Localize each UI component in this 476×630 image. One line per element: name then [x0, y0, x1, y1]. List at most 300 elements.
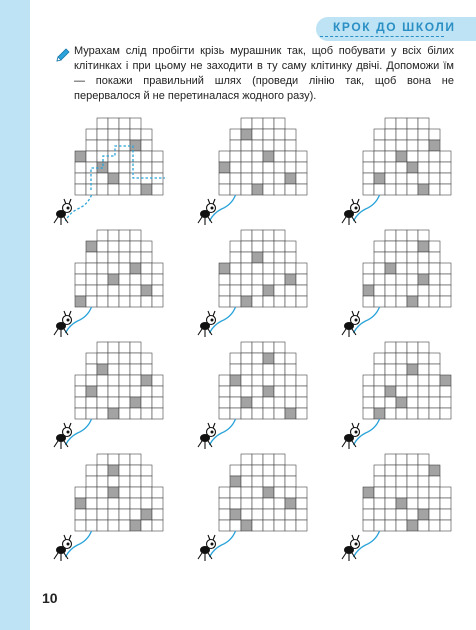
white-cell[interactable]	[152, 509, 163, 520]
white-cell[interactable]	[274, 263, 285, 274]
white-cell[interactable]	[274, 151, 285, 162]
white-cell[interactable]	[241, 241, 252, 252]
white-cell[interactable]	[363, 173, 374, 184]
white-cell[interactable]	[241, 386, 252, 397]
gray-cell[interactable]	[75, 151, 86, 162]
white-cell[interactable]	[407, 353, 418, 364]
white-cell[interactable]	[440, 487, 451, 498]
gray-cell[interactable]	[407, 296, 418, 307]
white-cell[interactable]	[141, 151, 152, 162]
white-cell[interactable]	[108, 397, 119, 408]
white-cell[interactable]	[429, 252, 440, 263]
white-cell[interactable]	[396, 520, 407, 531]
puzzle-grid[interactable]	[342, 230, 451, 337]
white-cell[interactable]	[274, 274, 285, 285]
white-cell[interactable]	[440, 285, 451, 296]
white-cell[interactable]	[230, 151, 241, 162]
white-cell[interactable]	[241, 498, 252, 509]
white-cell[interactable]	[296, 509, 307, 520]
white-cell[interactable]	[429, 263, 440, 274]
white-cell[interactable]	[374, 263, 385, 274]
white-cell[interactable]	[385, 353, 396, 364]
white-cell[interactable]	[108, 162, 119, 173]
white-cell[interactable]	[263, 241, 274, 252]
white-cell[interactable]	[274, 353, 285, 364]
white-cell[interactable]	[263, 263, 274, 274]
white-cell[interactable]	[285, 162, 296, 173]
white-cell[interactable]	[374, 353, 385, 364]
white-cell[interactable]	[252, 263, 263, 274]
white-cell[interactable]	[296, 386, 307, 397]
white-cell[interactable]	[119, 129, 130, 140]
white-cell[interactable]	[252, 129, 263, 140]
white-cell[interactable]	[97, 184, 108, 195]
white-cell[interactable]	[97, 129, 108, 140]
white-cell[interactable]	[285, 476, 296, 487]
white-cell[interactable]	[119, 465, 130, 476]
white-cell[interactable]	[274, 454, 285, 465]
white-cell[interactable]	[274, 252, 285, 263]
white-cell[interactable]	[263, 162, 274, 173]
white-cell[interactable]	[296, 520, 307, 531]
white-cell[interactable]	[230, 274, 241, 285]
white-cell[interactable]	[263, 397, 274, 408]
gray-cell[interactable]	[230, 509, 241, 520]
white-cell[interactable]	[86, 509, 97, 520]
white-cell[interactable]	[407, 252, 418, 263]
white-cell[interactable]	[141, 140, 152, 151]
white-cell[interactable]	[385, 184, 396, 195]
white-cell[interactable]	[219, 386, 230, 397]
white-cell[interactable]	[385, 342, 396, 353]
white-cell[interactable]	[363, 184, 374, 195]
white-cell[interactable]	[385, 285, 396, 296]
white-cell[interactable]	[75, 184, 86, 195]
white-cell[interactable]	[363, 274, 374, 285]
gray-cell[interactable]	[108, 408, 119, 419]
white-cell[interactable]	[119, 274, 130, 285]
gray-cell[interactable]	[285, 408, 296, 419]
white-cell[interactable]	[152, 375, 163, 386]
white-cell[interactable]	[396, 364, 407, 375]
puzzle-grid[interactable]	[54, 342, 163, 449]
white-cell[interactable]	[407, 397, 418, 408]
white-cell[interactable]	[230, 487, 241, 498]
gray-cell[interactable]	[219, 263, 230, 274]
white-cell[interactable]	[141, 364, 152, 375]
white-cell[interactable]	[152, 162, 163, 173]
white-cell[interactable]	[396, 230, 407, 241]
white-cell[interactable]	[285, 353, 296, 364]
white-cell[interactable]	[374, 274, 385, 285]
white-cell[interactable]	[396, 252, 407, 263]
white-cell[interactable]	[86, 364, 97, 375]
white-cell[interactable]	[230, 520, 241, 531]
white-cell[interactable]	[119, 353, 130, 364]
white-cell[interactable]	[97, 476, 108, 487]
white-cell[interactable]	[407, 118, 418, 129]
puzzle-grid[interactable]	[342, 454, 451, 561]
white-cell[interactable]	[274, 520, 285, 531]
puzzle-grid[interactable]	[54, 230, 163, 337]
white-cell[interactable]	[363, 151, 374, 162]
white-cell[interactable]	[263, 364, 274, 375]
white-cell[interactable]	[241, 140, 252, 151]
white-cell[interactable]	[274, 140, 285, 151]
white-cell[interactable]	[285, 296, 296, 307]
white-cell[interactable]	[119, 285, 130, 296]
white-cell[interactable]	[230, 285, 241, 296]
white-cell[interactable]	[263, 520, 274, 531]
white-cell[interactable]	[219, 509, 230, 520]
white-cell[interactable]	[86, 274, 97, 285]
white-cell[interactable]	[363, 509, 374, 520]
white-cell[interactable]	[152, 274, 163, 285]
white-cell[interactable]	[108, 230, 119, 241]
white-cell[interactable]	[385, 397, 396, 408]
white-cell[interactable]	[407, 509, 418, 520]
white-cell[interactable]	[252, 454, 263, 465]
white-cell[interactable]	[252, 520, 263, 531]
white-cell[interactable]	[274, 129, 285, 140]
white-cell[interactable]	[374, 285, 385, 296]
white-cell[interactable]	[230, 408, 241, 419]
gray-cell[interactable]	[230, 476, 241, 487]
white-cell[interactable]	[75, 285, 86, 296]
white-cell[interactable]	[241, 408, 252, 419]
white-cell[interactable]	[86, 296, 97, 307]
white-cell[interactable]	[263, 375, 274, 386]
gray-cell[interactable]	[252, 252, 263, 263]
white-cell[interactable]	[252, 173, 263, 184]
white-cell[interactable]	[219, 151, 230, 162]
white-cell[interactable]	[274, 498, 285, 509]
white-cell[interactable]	[97, 173, 108, 184]
white-cell[interactable]	[363, 263, 374, 274]
white-cell[interactable]	[296, 162, 307, 173]
white-cell[interactable]	[429, 151, 440, 162]
white-cell[interactable]	[407, 487, 418, 498]
white-cell[interactable]	[285, 487, 296, 498]
white-cell[interactable]	[130, 230, 141, 241]
white-cell[interactable]	[385, 274, 396, 285]
white-cell[interactable]	[407, 454, 418, 465]
gray-cell[interactable]	[407, 162, 418, 173]
white-cell[interactable]	[119, 173, 130, 184]
white-cell[interactable]	[152, 184, 163, 195]
white-cell[interactable]	[141, 520, 152, 531]
white-cell[interactable]	[385, 151, 396, 162]
white-cell[interactable]	[285, 252, 296, 263]
white-cell[interactable]	[141, 476, 152, 487]
white-cell[interactable]	[141, 263, 152, 274]
white-cell[interactable]	[440, 386, 451, 397]
white-cell[interactable]	[396, 184, 407, 195]
white-cell[interactable]	[263, 498, 274, 509]
white-cell[interactable]	[263, 230, 274, 241]
white-cell[interactable]	[130, 129, 141, 140]
white-cell[interactable]	[97, 342, 108, 353]
white-cell[interactable]	[429, 173, 440, 184]
white-cell[interactable]	[418, 476, 429, 487]
white-cell[interactable]	[385, 364, 396, 375]
white-cell[interactable]	[130, 162, 141, 173]
white-cell[interactable]	[230, 252, 241, 263]
white-cell[interactable]	[241, 263, 252, 274]
white-cell[interactable]	[130, 274, 141, 285]
gray-cell[interactable]	[97, 364, 108, 375]
white-cell[interactable]	[152, 498, 163, 509]
white-cell[interactable]	[418, 465, 429, 476]
white-cell[interactable]	[263, 476, 274, 487]
gray-cell[interactable]	[86, 386, 97, 397]
white-cell[interactable]	[429, 241, 440, 252]
white-cell[interactable]	[75, 162, 86, 173]
white-cell[interactable]	[75, 274, 86, 285]
white-cell[interactable]	[418, 386, 429, 397]
white-cell[interactable]	[252, 140, 263, 151]
gray-cell[interactable]	[418, 274, 429, 285]
white-cell[interactable]	[230, 296, 241, 307]
white-cell[interactable]	[119, 263, 130, 274]
white-cell[interactable]	[219, 498, 230, 509]
white-cell[interactable]	[252, 274, 263, 285]
white-cell[interactable]	[141, 386, 152, 397]
white-cell[interactable]	[241, 342, 252, 353]
white-cell[interactable]	[130, 487, 141, 498]
gray-cell[interactable]	[108, 274, 119, 285]
white-cell[interactable]	[407, 241, 418, 252]
white-cell[interactable]	[130, 364, 141, 375]
white-cell[interactable]	[385, 408, 396, 419]
white-cell[interactable]	[418, 454, 429, 465]
white-cell[interactable]	[97, 498, 108, 509]
white-cell[interactable]	[396, 162, 407, 173]
white-cell[interactable]	[440, 509, 451, 520]
white-cell[interactable]	[363, 408, 374, 419]
white-cell[interactable]	[86, 465, 97, 476]
white-cell[interactable]	[396, 509, 407, 520]
white-cell[interactable]	[285, 129, 296, 140]
white-cell[interactable]	[396, 241, 407, 252]
white-cell[interactable]	[141, 129, 152, 140]
white-cell[interactable]	[130, 296, 141, 307]
white-cell[interactable]	[296, 263, 307, 274]
white-cell[interactable]	[396, 375, 407, 386]
white-cell[interactable]	[97, 487, 108, 498]
white-cell[interactable]	[141, 241, 152, 252]
gray-cell[interactable]	[241, 520, 252, 531]
white-cell[interactable]	[418, 162, 429, 173]
white-cell[interactable]	[252, 408, 263, 419]
white-cell[interactable]	[252, 151, 263, 162]
gray-cell[interactable]	[263, 151, 274, 162]
gray-cell[interactable]	[141, 184, 152, 195]
white-cell[interactable]	[108, 296, 119, 307]
white-cell[interactable]	[97, 252, 108, 263]
white-cell[interactable]	[263, 274, 274, 285]
white-cell[interactable]	[86, 397, 97, 408]
white-cell[interactable]	[219, 173, 230, 184]
gray-cell[interactable]	[108, 465, 119, 476]
gray-cell[interactable]	[396, 498, 407, 509]
white-cell[interactable]	[274, 465, 285, 476]
white-cell[interactable]	[241, 230, 252, 241]
white-cell[interactable]	[407, 140, 418, 151]
gray-cell[interactable]	[263, 487, 274, 498]
white-cell[interactable]	[429, 509, 440, 520]
white-cell[interactable]	[252, 476, 263, 487]
white-cell[interactable]	[75, 375, 86, 386]
white-cell[interactable]	[407, 476, 418, 487]
gray-cell[interactable]	[418, 241, 429, 252]
white-cell[interactable]	[385, 252, 396, 263]
white-cell[interactable]	[252, 375, 263, 386]
white-cell[interactable]	[152, 408, 163, 419]
white-cell[interactable]	[119, 487, 130, 498]
white-cell[interactable]	[130, 118, 141, 129]
white-cell[interactable]	[263, 408, 274, 419]
gray-cell[interactable]	[429, 140, 440, 151]
white-cell[interactable]	[75, 408, 86, 419]
white-cell[interactable]	[97, 509, 108, 520]
white-cell[interactable]	[440, 498, 451, 509]
white-cell[interactable]	[374, 386, 385, 397]
white-cell[interactable]	[241, 151, 252, 162]
white-cell[interactable]	[274, 476, 285, 487]
white-cell[interactable]	[108, 118, 119, 129]
white-cell[interactable]	[385, 509, 396, 520]
white-cell[interactable]	[407, 230, 418, 241]
white-cell[interactable]	[130, 509, 141, 520]
white-cell[interactable]	[418, 230, 429, 241]
white-cell[interactable]	[141, 408, 152, 419]
white-cell[interactable]	[86, 408, 97, 419]
white-cell[interactable]	[274, 386, 285, 397]
white-cell[interactable]	[374, 296, 385, 307]
white-cell[interactable]	[285, 465, 296, 476]
white-cell[interactable]	[418, 408, 429, 419]
white-cell[interactable]	[407, 285, 418, 296]
white-cell[interactable]	[86, 140, 97, 151]
white-cell[interactable]	[241, 476, 252, 487]
white-cell[interactable]	[407, 408, 418, 419]
white-cell[interactable]	[252, 465, 263, 476]
white-cell[interactable]	[385, 375, 396, 386]
white-cell[interactable]	[407, 342, 418, 353]
white-cell[interactable]	[152, 296, 163, 307]
white-cell[interactable]	[230, 129, 241, 140]
white-cell[interactable]	[285, 285, 296, 296]
white-cell[interactable]	[241, 509, 252, 520]
white-cell[interactable]	[97, 263, 108, 274]
white-cell[interactable]	[263, 118, 274, 129]
white-cell[interactable]	[252, 487, 263, 498]
white-cell[interactable]	[230, 173, 241, 184]
white-cell[interactable]	[418, 129, 429, 140]
white-cell[interactable]	[429, 129, 440, 140]
white-cell[interactable]	[429, 476, 440, 487]
puzzle-grid[interactable]	[198, 342, 307, 449]
white-cell[interactable]	[230, 364, 241, 375]
white-cell[interactable]	[418, 263, 429, 274]
white-cell[interactable]	[285, 364, 296, 375]
white-cell[interactable]	[374, 487, 385, 498]
white-cell[interactable]	[130, 375, 141, 386]
white-cell[interactable]	[407, 274, 418, 285]
white-cell[interactable]	[418, 353, 429, 364]
white-cell[interactable]	[429, 285, 440, 296]
white-cell[interactable]	[296, 296, 307, 307]
white-cell[interactable]	[429, 487, 440, 498]
gray-cell[interactable]	[407, 364, 418, 375]
white-cell[interactable]	[152, 397, 163, 408]
white-cell[interactable]	[97, 375, 108, 386]
white-cell[interactable]	[130, 173, 141, 184]
white-cell[interactable]	[285, 509, 296, 520]
white-cell[interactable]	[108, 353, 119, 364]
white-cell[interactable]	[374, 375, 385, 386]
white-cell[interactable]	[119, 241, 130, 252]
white-cell[interactable]	[296, 487, 307, 498]
white-cell[interactable]	[252, 353, 263, 364]
white-cell[interactable]	[396, 342, 407, 353]
white-cell[interactable]	[252, 364, 263, 375]
white-cell[interactable]	[230, 397, 241, 408]
white-cell[interactable]	[418, 118, 429, 129]
gray-cell[interactable]	[418, 184, 429, 195]
gray-cell[interactable]	[374, 173, 385, 184]
white-cell[interactable]	[385, 487, 396, 498]
white-cell[interactable]	[119, 375, 130, 386]
gray-cell[interactable]	[385, 386, 396, 397]
white-cell[interactable]	[230, 465, 241, 476]
white-cell[interactable]	[97, 296, 108, 307]
white-cell[interactable]	[363, 386, 374, 397]
white-cell[interactable]	[418, 397, 429, 408]
white-cell[interactable]	[418, 364, 429, 375]
white-cell[interactable]	[75, 386, 86, 397]
white-cell[interactable]	[274, 397, 285, 408]
gray-cell[interactable]	[363, 285, 374, 296]
white-cell[interactable]	[219, 184, 230, 195]
gray-cell[interactable]	[108, 487, 119, 498]
white-cell[interactable]	[252, 296, 263, 307]
white-cell[interactable]	[429, 364, 440, 375]
white-cell[interactable]	[396, 129, 407, 140]
white-cell[interactable]	[374, 129, 385, 140]
white-cell[interactable]	[241, 173, 252, 184]
white-cell[interactable]	[108, 476, 119, 487]
white-cell[interactable]	[86, 375, 97, 386]
white-cell[interactable]	[363, 498, 374, 509]
white-cell[interactable]	[440, 408, 451, 419]
white-cell[interactable]	[108, 386, 119, 397]
white-cell[interactable]	[130, 285, 141, 296]
white-cell[interactable]	[274, 487, 285, 498]
gray-cell[interactable]	[418, 509, 429, 520]
white-cell[interactable]	[363, 375, 374, 386]
white-cell[interactable]	[263, 342, 274, 353]
white-cell[interactable]	[119, 252, 130, 263]
white-cell[interactable]	[130, 353, 141, 364]
white-cell[interactable]	[241, 487, 252, 498]
white-cell[interactable]	[97, 241, 108, 252]
white-cell[interactable]	[97, 285, 108, 296]
white-cell[interactable]	[285, 241, 296, 252]
white-cell[interactable]	[230, 162, 241, 173]
white-cell[interactable]	[241, 274, 252, 285]
